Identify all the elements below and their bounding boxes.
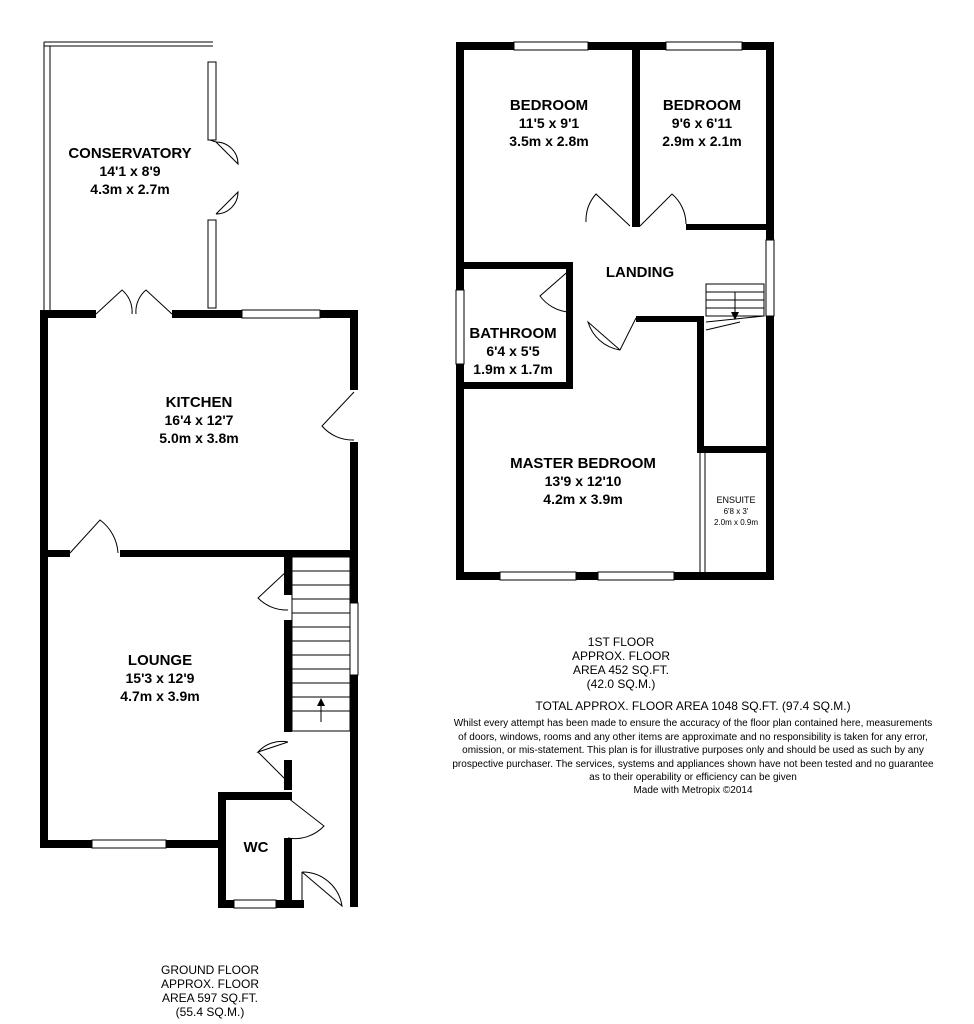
svg-text:1ST FLOOR: 1ST FLOOR	[587, 635, 655, 649]
svg-text:ENSUITE: ENSUITE	[716, 495, 756, 505]
ground-stairs	[292, 557, 350, 731]
first-floor-caption	[572, 635, 670, 691]
ensuite-label	[714, 495, 758, 527]
bedroom-door	[586, 194, 630, 226]
lounge-door	[258, 570, 288, 610]
svg-text:5.0m x 3.8m: 5.0m x 3.8m	[159, 430, 239, 446]
lounge-walls	[40, 550, 358, 907]
svg-text:BATHROOM: BATHROOM	[469, 325, 557, 342]
svg-text:6'4 x 5'5: 6'4 x 5'5	[486, 343, 540, 359]
svg-text:omission, or mis-statement. Th: omission, or mis-statement. This plan is for illustrative purposes only and should be used as such by any	[462, 745, 924, 756]
ground-floor-caption	[161, 963, 259, 1019]
svg-text:Whilst every attempt has been: Whilst every attempt has been made to ensure the accuracy of the floor plan contained here, measurements	[453, 718, 933, 729]
wc-walls	[218, 792, 342, 908]
bedroom-2-label	[509, 97, 588, 149]
svg-text:BEDROOM: BEDROOM	[662, 97, 742, 114]
landing-window	[766, 240, 774, 316]
ground-floor	[40, 42, 358, 1019]
svg-text:CONSERVATORY: CONSERVATORY	[68, 145, 192, 162]
kitchen-label	[159, 394, 238, 446]
svg-text:16'4 x 12'7: 16'4 x 12'7	[164, 412, 234, 428]
first-floor	[456, 42, 774, 691]
svg-text:LOUNGE: LOUNGE	[127, 652, 193, 669]
svg-text:of doors, windows, rooms and a: of doors, windows, rooms and any other items are approximate and no responsibility is taken for any error,	[458, 732, 928, 743]
svg-text:BEDROOM: BEDROOM	[509, 97, 589, 114]
landing-label: LANDING	[605, 264, 675, 281]
front-door	[302, 872, 342, 906]
kitchen-window	[242, 310, 320, 318]
svg-text:4.2m x 3.9m: 4.2m x 3.9m	[543, 491, 623, 507]
svg-text:KITCHEN: KITCHEN	[165, 394, 233, 411]
total-area: TOTAL APPROX. FLOOR AREA 1048 SQ.FT. (97.4 SQ.M.)	[535, 699, 851, 713]
svg-text:9'6 x 6'11: 9'6 x 6'11	[671, 115, 733, 131]
lounge-window	[92, 840, 166, 848]
kitchen-side-door	[322, 392, 354, 440]
wc-door	[288, 798, 324, 839]
bathroom-window	[456, 290, 464, 364]
svg-text:6'8 x 3': 6'8 x 3'	[723, 507, 749, 516]
svg-text:Made with Metropix ©2014: Made with Metropix ©2014	[633, 785, 753, 796]
svg-text:11'5 x 9'1: 11'5 x 9'1	[518, 115, 580, 131]
master-window	[598, 572, 674, 580]
svg-text:2.9m x 2.1m: 2.9m x 2.1m	[662, 133, 742, 149]
svg-text:AREA 597 SQ.FT.: AREA 597 SQ.FT.	[161, 991, 259, 1005]
svg-text:(55.4 SQ.M.): (55.4 SQ.M.)	[175, 1005, 245, 1019]
bedroom-door	[640, 194, 686, 226]
bedroom-window	[666, 42, 742, 50]
svg-text:13'9 x 12'10: 13'9 x 12'10	[544, 473, 622, 489]
svg-text:(42.0 SQ.M.): (42.0 SQ.M.)	[586, 677, 656, 691]
bathroom-label	[469, 325, 556, 377]
bedroom-window	[514, 42, 588, 50]
svg-text:MASTER BEDROOM: MASTER BEDROOM	[510, 455, 656, 472]
conservatory-window	[208, 62, 216, 140]
master-door	[588, 318, 636, 350]
svg-text:GROUND FLOOR: GROUND FLOOR	[160, 963, 260, 977]
kitchen-conservatory-door	[96, 290, 172, 314]
svg-text:4.3m x 2.7m: 4.3m x 2.7m	[90, 181, 170, 197]
svg-text:15'3 x 12'9: 15'3 x 12'9	[125, 670, 195, 686]
conservatory-window	[208, 220, 216, 308]
conservatory-side-door	[216, 142, 238, 214]
svg-text:3.5m x 2.8m: 3.5m x 2.8m	[509, 133, 589, 149]
wc-label: WC	[243, 839, 269, 856]
master-bedroom-label	[510, 455, 656, 507]
svg-text:AREA 452 SQ.FT.: AREA 452 SQ.FT.	[572, 663, 670, 677]
svg-text:14'1 x 8'9: 14'1 x 8'9	[99, 163, 161, 179]
bedroom-3-label	[662, 97, 741, 149]
svg-text:4.7m x 3.9m: 4.7m x 3.9m	[120, 688, 200, 704]
conservatory-label	[68, 145, 191, 197]
svg-text:prospective purchaser. The ser: prospective purchaser. The services, systems and appliances shown have not been tested and no guarantee	[452, 759, 934, 770]
svg-text:APPROX. FLOOR: APPROX. FLOOR	[571, 649, 671, 663]
svg-text:as to their operability or eff: as to their operability or efficiency can be given	[589, 772, 797, 783]
svg-text:1.9m x 1.7m: 1.9m x 1.7m	[473, 361, 553, 377]
hall-window	[350, 603, 358, 675]
master-window	[500, 572, 576, 580]
disclaimer	[452, 718, 934, 796]
first-floor-stairs	[706, 284, 764, 330]
wc-window	[234, 900, 276, 908]
svg-text:2.0m x 0.9m: 2.0m x 0.9m	[713, 518, 759, 527]
svg-text:APPROX. FLOOR: APPROX. FLOOR	[160, 977, 260, 991]
kitchen-lounge-door	[70, 520, 118, 553]
lounge-label	[120, 652, 199, 704]
